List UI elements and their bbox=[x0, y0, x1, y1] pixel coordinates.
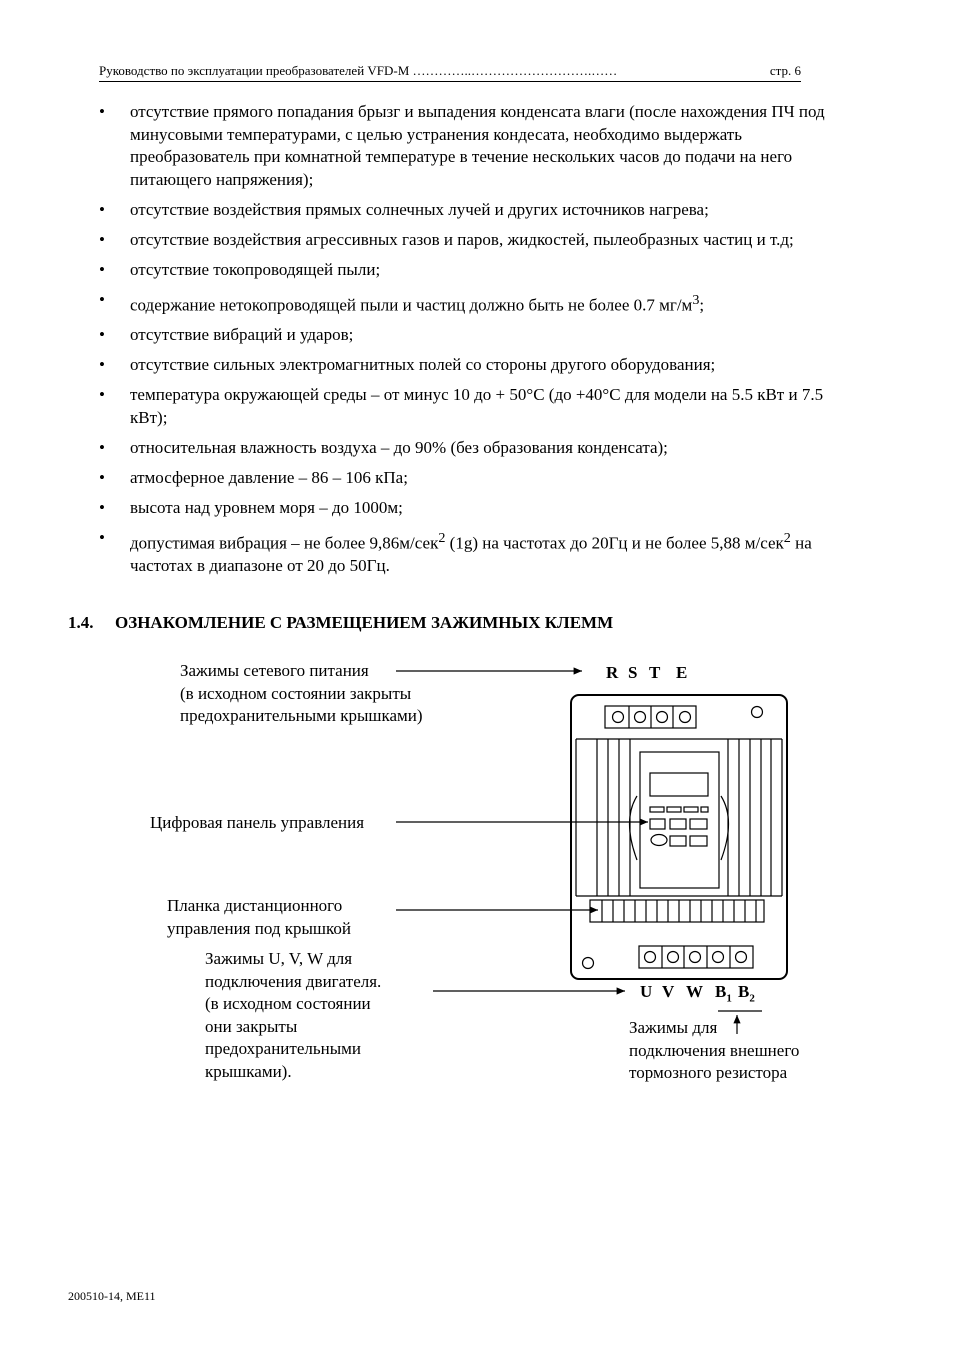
motor-terminal-screw bbox=[690, 952, 701, 963]
list-item: • атмосферное давление – 86 – 106 кПа; bbox=[99, 467, 839, 490]
page-number: стр. 6 bbox=[769, 63, 801, 78]
list-item: • отсутствие токопроводящей пыли; bbox=[99, 259, 839, 282]
power-terminal-names: R S T E bbox=[606, 663, 688, 682]
power-terminals-label: Зажимы сетевого питания (в исходном состоянии закрыты предохранительными крышками) bbox=[180, 661, 423, 725]
header-dots: …………..……………………….…… bbox=[412, 63, 618, 78]
remote-strip-label: Планка дистанционного управления под крышкой bbox=[167, 896, 352, 938]
list-item: • содержание нетокопроводящей пыли и частиц должно быть не более 0.7 $мг/м^3$; bbox=[99, 289, 839, 317]
document-code: 200510-14, ME11 bbox=[68, 1289, 156, 1303]
power-terminal-screw bbox=[635, 712, 646, 723]
header-title: Руководство по эксплуатации преобразователей VFD-M bbox=[99, 63, 413, 78]
mounting-hole-icon bbox=[583, 958, 594, 969]
list-item: • температура окружающей среды – от минус 10 до + 50°С (до +40°С для модели на 5.5 кВт и 7.5 кВт); bbox=[99, 384, 839, 429]
section-number: 1.4. bbox=[68, 613, 94, 632]
motor-terminal-screw bbox=[645, 952, 656, 963]
remote-control-strip-dividers bbox=[602, 900, 756, 922]
list-item: • отсутствие вибраций и ударов; bbox=[99, 324, 839, 347]
remote-control-strip bbox=[590, 900, 764, 922]
list-item: • отсутствие воздействия агрессивных газов и паров, жидкостей, пылеобразных частиц и т.д; bbox=[99, 229, 839, 252]
list-item: • отсутствие прямого попадания брызг и выпадения конденсата влаги (после нахождения ПЧ под минусовыми температурами, с целью устранения кондесата, необходимо выдержать преобразователь при комнатной температуре в течение нескольких часов до подачи на него питающего напряжения); bbox=[99, 101, 839, 191]
list-item: • допустимая вибрация – не более 9,86м/сек$^2$ (1g) на частотах до 20Гц и не более 5,88 м/сек$^2$ на частотах в диапазоне от 20 до 50Гц. bbox=[99, 527, 839, 578]
list-item: • отсутствие сильных электромагнитных полей со стороны другого оборудования; bbox=[99, 354, 839, 377]
section-title: ОЗНАКОМЛЕНИЕ С РАЗМЕЩЕНИЕМ ЗАЖИМНЫХ КЛЕММ bbox=[115, 613, 614, 632]
keypad-label: Цифровая панель управления bbox=[150, 813, 365, 832]
motor-terminal-screw bbox=[736, 952, 747, 963]
power-terminal-screw bbox=[657, 712, 668, 723]
power-terminal-screw bbox=[613, 712, 624, 723]
brake-terminals-label: Зажимы для подключения внешнего тормозного резистора bbox=[629, 1018, 800, 1082]
motor-terminal-screw bbox=[668, 952, 679, 963]
list-item: • высота над уровнем моря – до 1000м; bbox=[99, 497, 839, 520]
motor-terminal-names: U V W $B_1$ $B_2$ bbox=[640, 982, 755, 1005]
motor-terminals-label: Зажимы U, V, W для подключения двигателя. (в исходном состоянии они закрыты предохранительными крышками). bbox=[205, 949, 382, 1081]
list-item: • относительная влажность воздуха – до 90% (без образования конденсата); bbox=[99, 437, 839, 460]
mounting-hole-icon bbox=[752, 707, 763, 718]
list-item: • отсутствие воздействия прямых солнечных лучей и других источников нагрева; bbox=[99, 199, 839, 222]
motor-terminal-screw bbox=[713, 952, 724, 963]
brake-terminal-b1: $B_1$ bbox=[715, 982, 732, 1005]
brake-terminal-b2: $B_2$ bbox=[738, 982, 755, 1005]
power-terminal-screw bbox=[680, 712, 691, 723]
